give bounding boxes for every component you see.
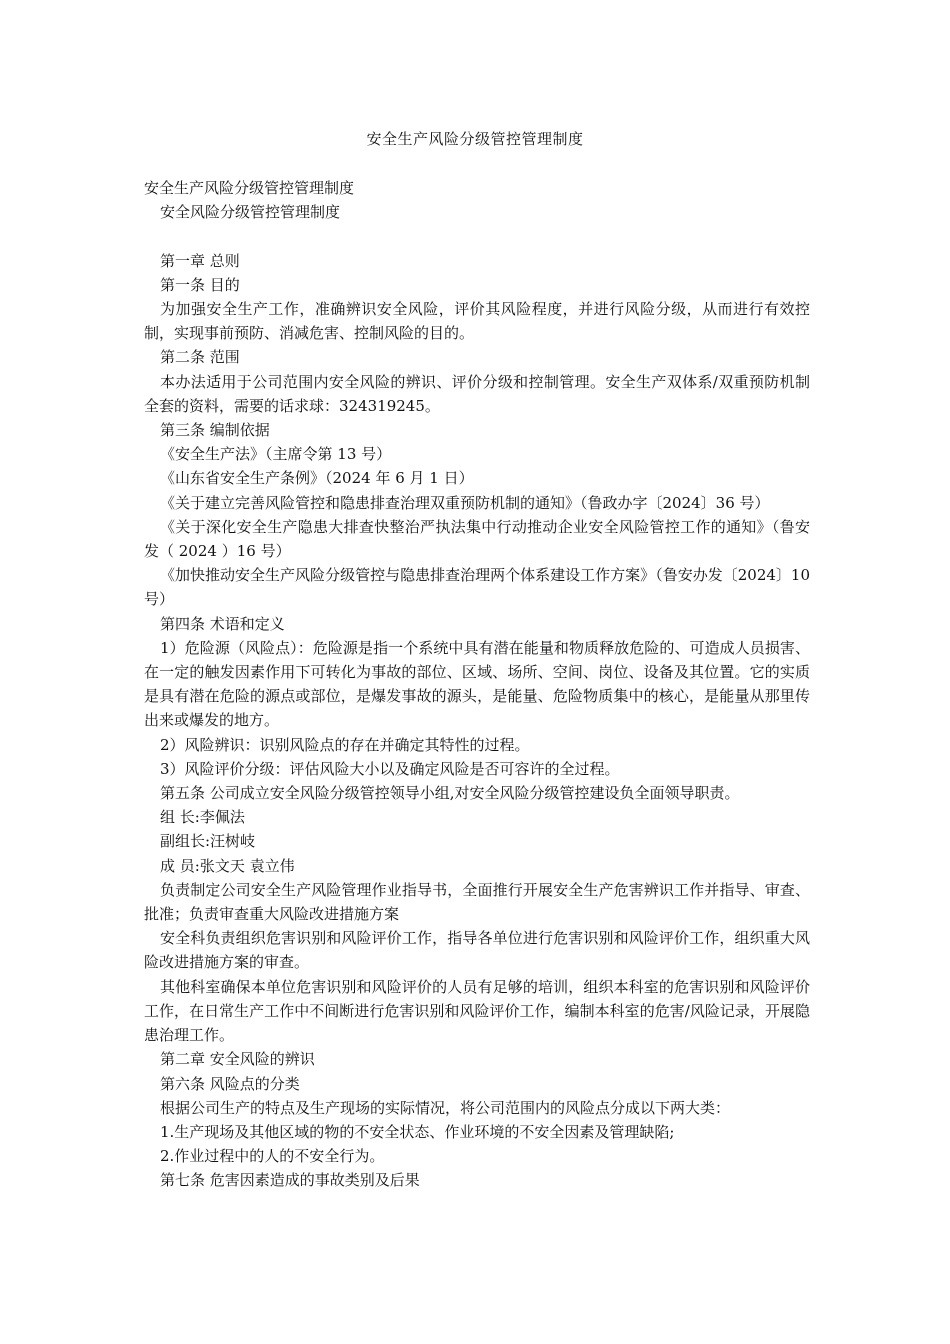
- document-body: [144, 176, 810, 1193]
- article-heading: 第一条 目的: [160, 275, 240, 294]
- definition-item: 2）风险辨识：识别风险点的存在并确定其特性的过程。: [160, 735, 530, 754]
- reference-item: 《山东省安全生产条例》（2024 年 6 月 1 日）: [160, 469, 474, 488]
- reference-item: 《安全生产法》（主席令第 13 号）: [160, 445, 392, 464]
- paragraph: 为加强安全生产工作，准确辨识安全风险，评价其风险程度，并进行风险分级，从而进行有效控制，实现事前预防、消减危害、控制风险的目的。: [144, 300, 810, 343]
- member-line: 成 员:张文天 袁立伟: [160, 856, 295, 875]
- paragraph: 本办法适用于公司范围内安全风险的辨识、评价分级和控制管理。安全生产双体系/双重预防机制全套的资料，需要的话求球：324319245。: [144, 372, 810, 415]
- article-heading: 第二条 范围: [160, 348, 240, 367]
- blank-line: [144, 224, 810, 248]
- chapter-heading: 第二章 安全风险的辨识: [160, 1050, 315, 1069]
- list-item: 1.生产现场及其他区域的物的不安全状态、作业环境的不安全因素及管理缺陷;: [160, 1122, 675, 1141]
- article-heading: 第五条 公司成立安全风险分级管控领导小组,对安全风险分级管控建设负全面领导职责。: [160, 784, 740, 803]
- paragraph-subtitle-2: 安全风险分级管控管理制度: [160, 203, 341, 222]
- reference-item: 《加快推动安全生产风险分级管控与隐患排查治理两个体系建设工作方案》（鲁安办发〔2024〕10 号）: [144, 566, 810, 609]
- article-heading: 第七条 危害因素造成的事故类别及后果: [160, 1171, 420, 1190]
- paragraph: 负责制定公司安全生产风险管理作业指导书，全面推行开展安全生产危害辨识工作并指导、审查、批准；负责审查重大风险改进措施方案: [144, 880, 810, 924]
- paragraph: 根据公司生产的特点及生产现场的实际情况，将公司范围内的风险点分成以下两大类：: [160, 1098, 731, 1117]
- member-line: 副组长:汪树岐: [160, 832, 256, 851]
- reference-item: 《关于建立完善风险管控和隐患排查治理双重预防机制的通知》（鲁政办字〔2024〕36 号）: [160, 493, 770, 512]
- reference-item: 《关于深化安全生产隐患大排查快整治严执法集中行动推动企业安全风险管控工作的通知》（鲁安发（ 2024 ）16 号）: [144, 517, 810, 561]
- chapter-heading: 第一章 总则: [160, 251, 240, 270]
- article-heading: 第四条 术语和定义: [160, 614, 285, 633]
- member-line: 组 长:李佩法: [160, 808, 245, 827]
- paragraph-subtitle: 安全生产风险分级管控管理制度: [144, 179, 355, 197]
- definition-item: 3）风险评价分级：评估风险大小以及确定风险是否可容许的全过程。: [160, 759, 620, 778]
- paragraph: 安全科负责组织危害识别和风险评价工作，指导各单位进行危害识别和风险评价工作，组织重大风险改进措施方案的审查。: [144, 929, 810, 972]
- article-heading: 第六条 风险点的分类: [160, 1074, 300, 1093]
- article-heading: 第三条 编制依据: [160, 421, 270, 440]
- definition-item: 1）危险源（风险点）：危险源是指一个系统中具有潜在能量和物质释放危险的、可造成人员损害、在一定的触发因素作用下可转化为事故的部位、区域、场所、空间、岗位、设备及其位置。它的实质是具有潜在危险的源点或部位，是爆发事故的源头，是能量、危险物质集中的核心，是能量从那里传出来或爆发的地方。: [144, 638, 810, 730]
- document-title: 安全生产风险分级管控管理制度: [366, 130, 584, 148]
- list-item: 2.作业过程中的人的不安全行为。: [160, 1147, 385, 1166]
- paragraph: 其他科室确保本单位危害识别和风险评价的人员有足够的培训，组织本科室的危害识别和风险评价工作，在日常生产工作中不间断进行危害识别和风险评价工作，编制本科室的危害/风险记录，开展隐患治理工作。: [144, 977, 810, 1045]
